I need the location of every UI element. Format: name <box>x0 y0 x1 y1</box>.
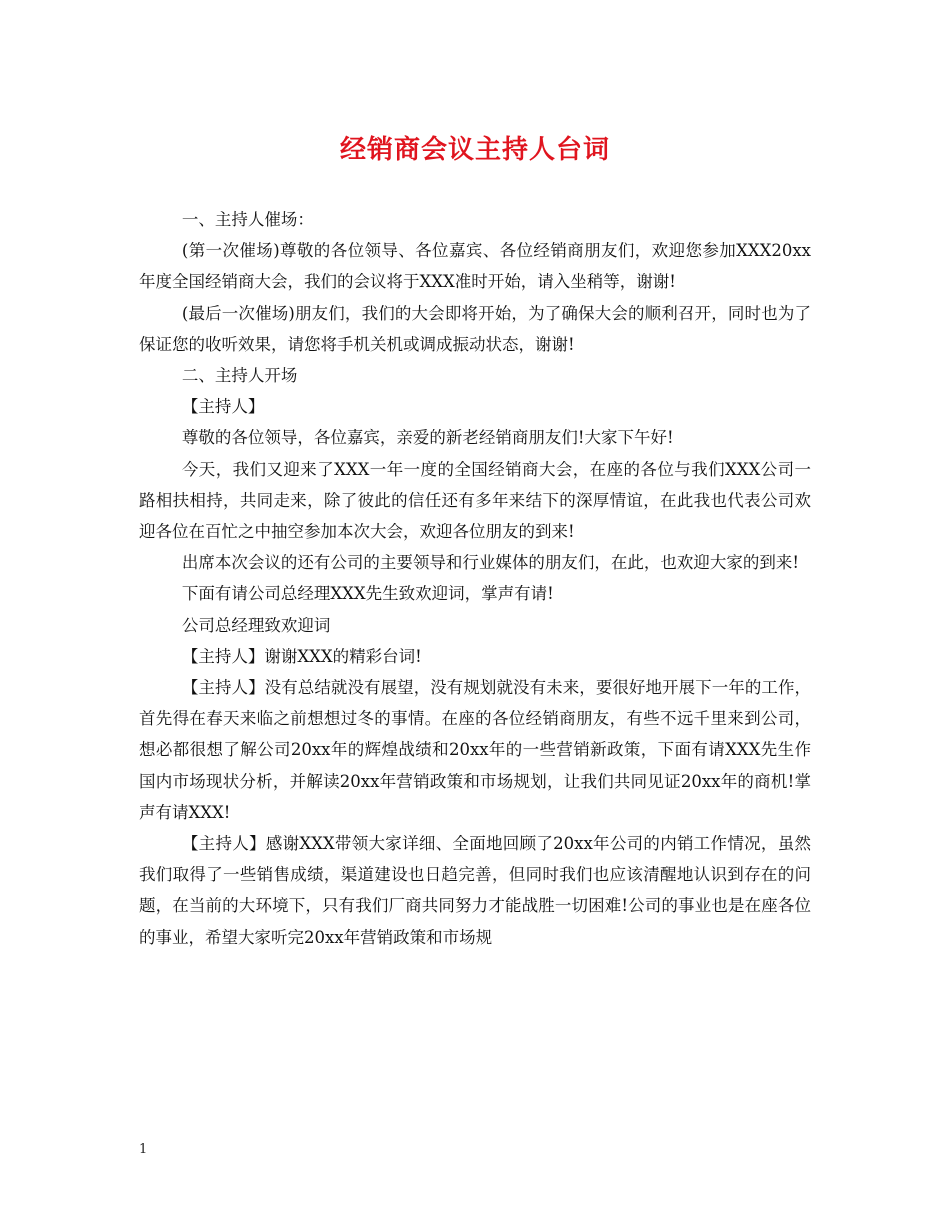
paragraph: 今天，我们又迎来了XXX一年一度的全国经销商大会，在座的各位与我们XXX公司一路相扶相持，共同走来，除了彼此的信任还有多年来结下的深厚情谊，在此我也代表公司欢迎各位在百忙之中抽空参加本次大会，欢迎各位朋友的到来! <box>139 459 811 542</box>
paragraph: 公司总经理致欢迎词 <box>181 615 331 635</box>
section-heading-1: 一、主持人催场： <box>181 210 314 229</box>
paragraph: 【主持人】感谢XXX带领大家详细、全面地回顾了20xx年公司的内销工作情况，虽然我们取得了一些销售成绩，渠道建设也日趋完善，但同时我们也应该清醒地认识到存在的问题，在当前的大环境下，只有我们厂商共同努力才能战胜一切困难!公司的事业也是在座各位的事业，希望大家听完20xx年营销政策和市场规 <box>139 834 811 947</box>
speaker-label: 【主持人】 <box>181 397 265 417</box>
paragraph: 【主持人】没有总结就没有展望，没有规划就没有未来，要很好地开展下一年的工作，首先得在春天来临之前想想过冬的事情。在座的各位经销商朋友，有些不远千里来到公司，想必都很想了解公司20xx年的辉煌战绩和20xx年的一些营销新政策，下面有请XXX先生作国内市场现状分析，并解读20xx年营销政策和市场规划，让我们共同见证20xx年的商机!掌声有请XXX! <box>139 678 811 822</box>
paragraph: 出席本次会议的还有公司的主要领导和行业媒体的朋友们，在此，也欢迎大家的到来! <box>181 553 800 573</box>
document-body <box>139 204 811 953</box>
paragraph: 尊敬的各位领导，各位嘉宾，亲爱的新老经销商朋友们!大家下午好! <box>181 428 674 448</box>
paragraph: (第一次催场)尊敬的各位领导、各位嘉宾、各位经销商朋友们，欢迎您参加XXX20xx年度全国经销商大会，我们的会议将于XXX准时开始，请入坐稍等，谢谢! <box>139 241 811 292</box>
section-heading-2: 二、主持人开场 <box>181 366 298 386</box>
paragraph: (最后一次催场)朋友们，我们的大会即将开始，为了确保大会的顺利召开，同时也为了保证您的收听效果，请您将手机关机或调成振动状态，谢谢! <box>139 303 811 354</box>
document-title: 经销商会议主持人台词 <box>339 135 610 165</box>
page-number: 1 <box>139 1142 148 1157</box>
paragraph: 【主持人】谢谢XXX的精彩台词! <box>181 646 422 666</box>
paragraph: 下面有请公司总经理XXX先生致欢迎词，掌声有请! <box>181 584 554 604</box>
